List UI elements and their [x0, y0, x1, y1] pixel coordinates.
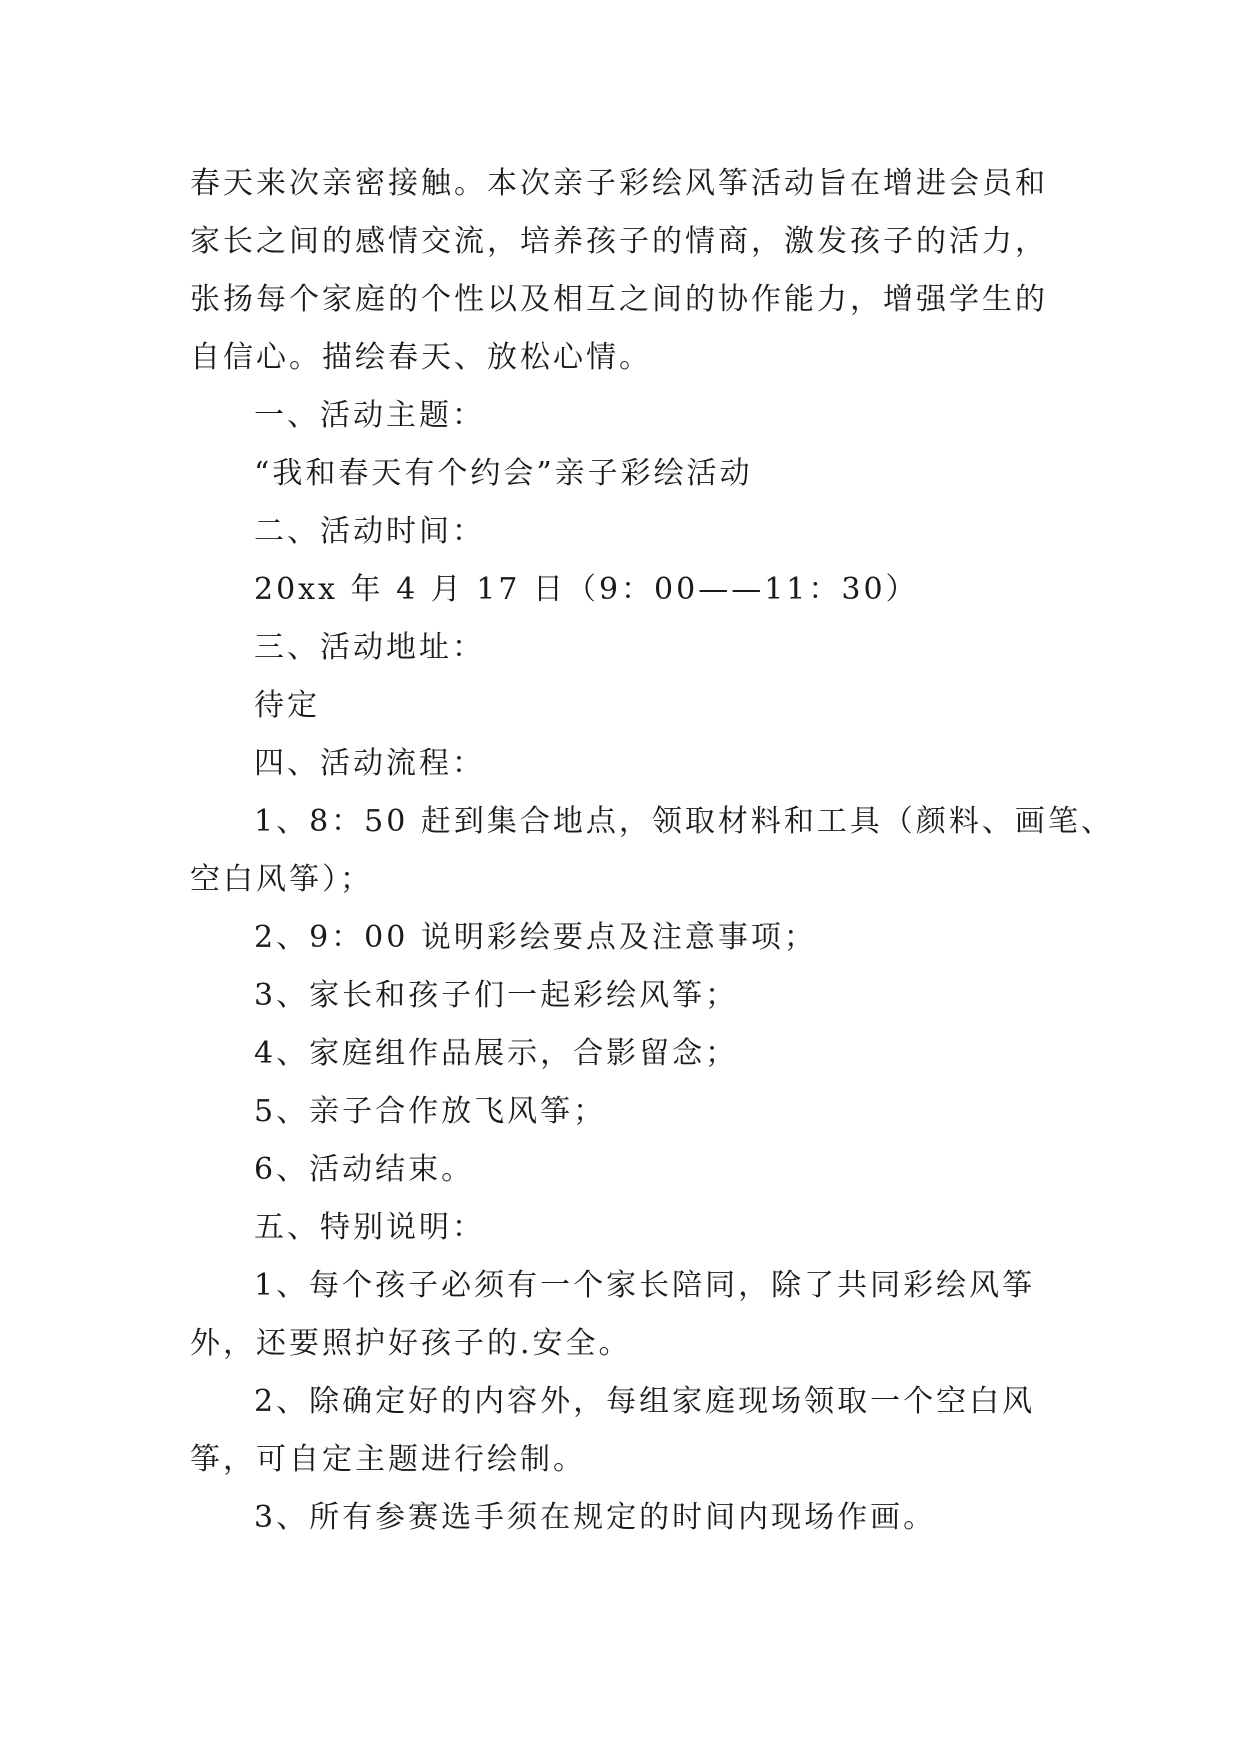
- document-body: [190, 155, 1114, 1547]
- theme-text: “我和春天有个约会”亲子彩绘活动: [254, 456, 753, 491]
- body-line-4: 自信心。描绘春天、放松心情。: [190, 340, 652, 375]
- section-heading-process: 四、活动流程：: [254, 746, 485, 781]
- body-line-2: 家长之间的感情交流，培养孩子的情商，激发孩子的活力，: [190, 224, 1048, 259]
- location-text: 待定: [254, 688, 320, 723]
- note-item-2-cont: 筝，可自定主题进行绘制。: [190, 1442, 586, 1477]
- process-item-1: 1、8：50 赶到集合地点，领取材料和工具（颜料、画笔、: [254, 804, 1114, 839]
- body-line-1: 春天来次亲密接触。本次亲子彩绘风筝活动旨在增进会员和: [190, 166, 1048, 201]
- section-heading-location: 三、活动地址：: [254, 630, 485, 665]
- note-item-1: 1、每个孩子必须有一个家长陪同，除了共同彩绘风筝: [254, 1268, 1036, 1303]
- section-heading-time: 二、活动时间：: [254, 514, 485, 549]
- process-item-5: 5、亲子合作放飞风筝；: [254, 1094, 607, 1129]
- process-item-1-cont: 空白风筝）；: [190, 862, 373, 897]
- section-heading-theme: 一、活动主题：: [254, 398, 485, 433]
- section-heading-notes: 五、特别说明：: [254, 1210, 485, 1245]
- process-item-4: 4、家庭组作品展示，合影留念；: [254, 1036, 739, 1071]
- process-item-2: 2、9：00 说明彩绘要点及注意事项；: [254, 920, 817, 955]
- note-item-3: 3、所有参赛选手须在规定的时间内现场作画。: [254, 1500, 937, 1535]
- body-line-3: 张扬每个家庭的个性以及相互之间的协作能力，增强学生的: [190, 282, 1048, 317]
- time-text: 20xx 年 4 月 17 日（9：00——11：30）: [254, 572, 919, 607]
- note-item-2: 2、除确定好的内容外，每组家庭现场领取一个空白风: [254, 1384, 1036, 1419]
- process-item-6: 6、活动结束。: [254, 1152, 475, 1187]
- note-item-1-cont: 外，还要照护好孩子的.安全。: [190, 1326, 632, 1361]
- process-item-3: 3、家长和孩子们一起彩绘风筝；: [254, 978, 739, 1013]
